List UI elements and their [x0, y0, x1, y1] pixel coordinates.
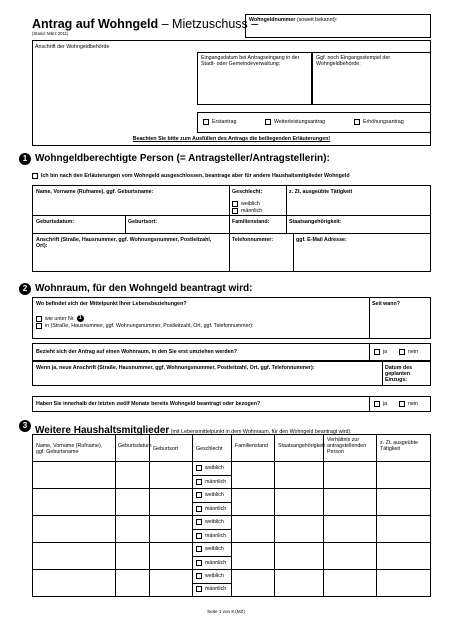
member2-weiblich-label: weiblich — [205, 492, 224, 498]
neue-anschrift-label: Wenn ja, neue Anschrift (Straße, Hausnummer, ggf. Wohnungsnummer, Postleitzahl, Ort, ggf. Telefonnummer): — [36, 365, 315, 371]
member3-weiblich-checkbox[interactable] — [196, 519, 202, 525]
table-row — [196, 492, 224, 498]
member1-weiblich-checkbox[interactable] — [196, 465, 202, 471]
exclusion-checkbox[interactable] — [32, 173, 38, 179]
eingang-label: Eingangsdatum bei Antragseingang in der Stadt- oder Gemeindeverwaltung: — [201, 55, 300, 67]
bezogen-question: Haben Sie innerhalb der letzten zwölf Monate bereits Wohngeld beantragt oder bezogen? — [36, 401, 261, 407]
stempel-label: Ggf. noch Eingangsstempel der Wohngeldbehörde: — [316, 55, 391, 67]
weiblich-checkbox[interactable] — [232, 201, 238, 207]
erstantrag-checkbox[interactable] — [203, 119, 209, 125]
wohngeldnummer-box[interactable] — [245, 14, 431, 38]
behoerde-label: Anschrift der Wohngeldbehörde — [35, 44, 110, 50]
section3-number: 3 — [19, 420, 31, 432]
erhoehung-label: Erhöhungsantrag — [363, 119, 404, 125]
section3-title: Weitere Haushaltsmitglieder — [35, 425, 170, 436]
wie-unter-label: wie unter Nr. — [45, 315, 75, 322]
staatsangehoerigkeit-label: Staatsangehörigkeit: — [289, 219, 342, 225]
page-footer: Seite 1 von 8 (MZ) — [207, 609, 245, 614]
table-row — [196, 465, 224, 471]
member5-maennlich-checkbox[interactable] — [196, 586, 202, 592]
mittelpunkt-label: Wo befindet sich der Mittelpunkt Ihrer Lebensbeziehungen? — [36, 301, 187, 307]
geburtsort-label: Geburtsort: — [128, 219, 158, 225]
erstantrag-label: Erstantrag — [212, 119, 237, 125]
member4-weiblich-label: weiblich — [205, 546, 224, 552]
col-staatsangehoerigkeit: Staatsangehörigkeit — [278, 443, 325, 449]
stempel-box[interactable] — [312, 52, 431, 105]
col-name: Name, Vorname (Rufname), ggf. Geburtsname — [36, 443, 103, 455]
wohngeldnummer-label: Wohngeldnummer — [249, 17, 296, 23]
table-row — [196, 519, 224, 525]
member1-maennlich-label: männlich — [205, 479, 227, 485]
bezogen-nein-label: nein — [408, 401, 419, 407]
mittelpunkt-box — [32, 297, 431, 339]
weiterleistung-checkbox[interactable] — [265, 119, 271, 125]
umziehen-ja-label: ja — [383, 349, 388, 355]
bezogen-ja-label: ja — [383, 401, 388, 407]
form-title-sub: – Mietzuschuss – — [158, 17, 259, 31]
email-label: ggf. E-Mail Adresse: — [296, 237, 347, 243]
member2-maennlich-label: männlich — [205, 506, 227, 512]
name-label: Name, Vorname (Rufname), ggf. Geburtsname: — [36, 189, 154, 195]
member5-maennlich-label: männlich — [205, 586, 227, 592]
notice-text: Beachten Sie bitte zum Ausfüllen des Antrags die beiliegenden Erläuterungen! — [132, 136, 331, 142]
bezogen-ja-checkbox[interactable] — [374, 401, 380, 407]
col-geburtsdatum: Geburtsdatum — [118, 443, 152, 449]
col-geburtsort: Geburtsort — [153, 446, 179, 452]
col-verhaeltnis: Verhältnis zur antragstellenden Person — [327, 437, 367, 455]
col-taetigkeit: z. Zt. ausgeübte Tätigkeit — [380, 440, 418, 452]
geschlecht-label: Geschlecht: — [232, 189, 263, 195]
col-familienstand: Familienstand — [235, 443, 268, 449]
form-title — [32, 17, 258, 31]
section1-number: 1 — [19, 153, 31, 165]
wie-unter-checkbox[interactable] — [36, 316, 42, 322]
umziehen-box — [32, 343, 431, 361]
section2-title: Wohnraum, für den Wohngeld beantragt wird: — [35, 283, 253, 294]
table-row — [196, 573, 224, 579]
maennlich-label: männlich — [241, 208, 263, 214]
bezogen-box — [32, 396, 431, 412]
weiterleistung-label: Weiterleistungsantrag — [274, 119, 326, 125]
wie-unter-num: 1 — [77, 315, 84, 322]
maennlich-checkbox[interactable] — [232, 208, 238, 214]
wohngeldnummer-note: (soweit bekannt): — [296, 17, 338, 23]
section1-title: Wohngeldberechtigte Person (= Antragsteller/Antragstellerin): — [35, 153, 330, 164]
member4-maennlich-label: männlich — [205, 560, 227, 566]
umziehen-nein-checkbox[interactable] — [399, 349, 405, 355]
erhoehung-checkbox[interactable] — [354, 119, 360, 125]
telefon-label: Telefonnummer: — [232, 237, 274, 243]
einzug-label: Datum des geplanten Einzugs: — [385, 365, 413, 383]
member5-weiblich-checkbox[interactable] — [196, 573, 202, 579]
table-row — [196, 546, 224, 552]
form-stand: (Stand: März 2011) — [32, 31, 69, 36]
weiblich-label: weiblich — [241, 201, 260, 207]
form-title-main: Antrag auf Wohngeld — [32, 17, 159, 31]
in-anschrift-checkbox[interactable] — [36, 323, 42, 329]
exclusion-text: Ich bin nach den Erläuterungen vom Wohngeld ausgeschlossen, beantrage aber für andere Haushaltsmitglieder Wohngeld — [41, 173, 350, 179]
familienstand-label: Familienstand: — [232, 219, 270, 225]
umziehen-question: Bezieht sich der Antrag auf einen Wohnraum, in den Sie erst umziehen werden? — [36, 349, 238, 355]
umziehen-ja-checkbox[interactable] — [374, 349, 380, 355]
members-table — [32, 434, 431, 597]
member2-maennlich-checkbox[interactable] — [196, 506, 202, 512]
geburtsdatum-label: Geburtsdatum: — [36, 219, 74, 225]
member1-weiblich-label: weiblich — [205, 465, 224, 471]
member3-maennlich-checkbox[interactable] — [196, 533, 202, 539]
antrag-type-box — [197, 112, 431, 133]
member1-maennlich-checkbox[interactable] — [196, 479, 202, 485]
anschrift-label: Anschrift (Straße, Hausnummer, ggf. Wohnungsnummer, Postleitzahl, Ort): — [36, 237, 212, 249]
bezogen-nein-checkbox[interactable] — [399, 401, 405, 407]
eingang-box[interactable] — [197, 52, 312, 105]
member3-maennlich-label: männlich — [205, 533, 227, 539]
person-table — [32, 185, 431, 272]
section3-note: (mit Lebensmittelpunkt in dem Wohnraum, für den Wohngeld beantragt wird): — [169, 429, 352, 435]
in-anschrift-label: in (Straße, Hausnummer, ggf. Wohnungsnummer, Postleitzahl, Ort, ggf. Telefonnummer): — [45, 323, 254, 329]
seit-label: Seit wann? — [372, 301, 400, 307]
neue-anschrift-box — [32, 361, 431, 386]
member2-weiblich-checkbox[interactable] — [196, 492, 202, 498]
member4-maennlich-checkbox[interactable] — [196, 560, 202, 566]
umziehen-nein-label: nein — [408, 349, 419, 355]
member3-weiblich-label: weiblich — [205, 519, 224, 525]
col-geschlecht: Geschlecht — [196, 446, 223, 452]
taetigkeit-label: z. Zt. ausgeübte Tätigkeit — [289, 189, 353, 195]
member4-weiblich-checkbox[interactable] — [196, 546, 202, 552]
member5-weiblich-label: weiblich — [205, 573, 224, 579]
section2-number: 2 — [19, 283, 31, 295]
